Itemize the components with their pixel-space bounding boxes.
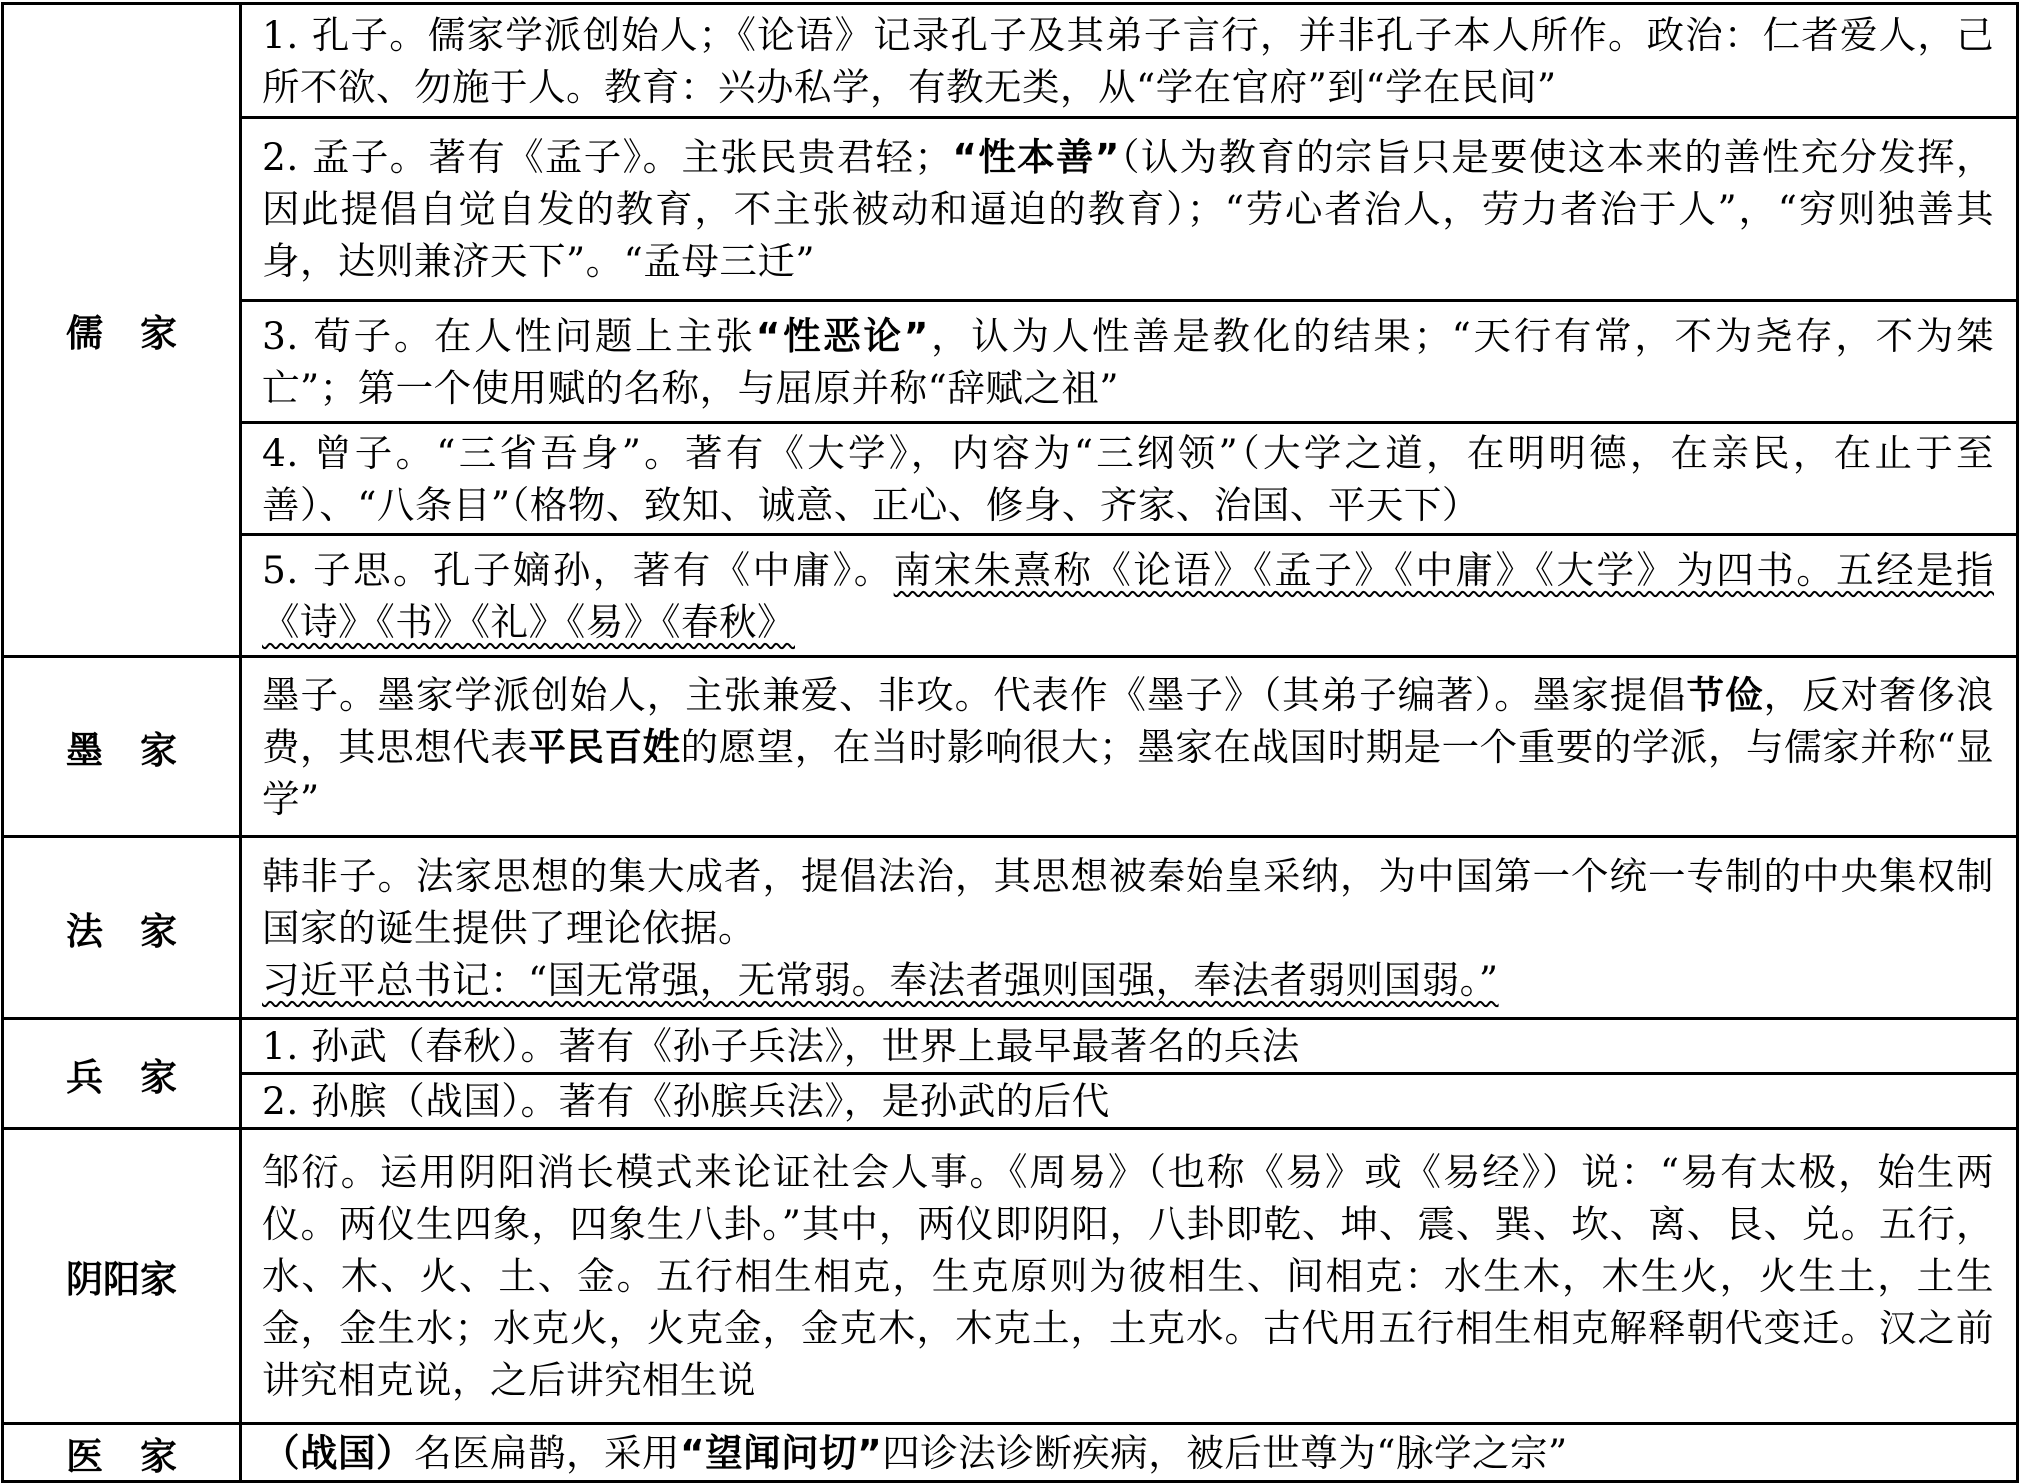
bingjia-item-2: 2. 孙膑（战国）。著有《孙膑兵法》，是孙武的后代: [241, 1074, 2018, 1129]
sishu-wujing-note: 南宋朱熹称《论语》《孟子》《中庸》《大学》为四书。五经是指《诗》《书》《礼》《易》《春秋》: [262, 547, 1995, 644]
mojia-content: 墨子。墨家学派创始人，主张兼爱、非攻。代表作《墨子》（其弟子编著）。墨家提倡节俭，反对奢侈浪费，其思想代表平民百姓的愿望，在当时影响很大；墨家在战国时期是一个重要的学派，与儒家并称“显学”: [241, 657, 2018, 837]
school-name-yinyang: 阴阳家: [3, 1129, 241, 1424]
table-row: [3, 1019, 2018, 1074]
yijia-content: （战国）名医扁鹊，采用“望闻问切”四诊法诊断疾病，被后世尊为“脉学之宗”: [241, 1424, 2018, 1482]
table-row: [3, 1129, 2018, 1424]
bingjia-item-1: 1. 孙武（春秋）。著有《孙子兵法》，世界上最早最著名的兵法: [241, 1019, 2018, 1074]
fajia-content: 韩非子。法家思想的集大成者，提倡法治，其思想被秦始皇采纳，为中国第一个统一专制的中央集权制国家的诞生提供了理论依据。 习近平总书记：“国无常强，无常弱。奉法者强则国强，奉法者弱则国弱。”: [241, 837, 2018, 1019]
table-row: [3, 837, 2018, 1019]
rujia-item-1: 1. 孔子。儒家学派创始人；《论语》记录孔子及其弟子言行，并非孔子本人所作。政治：仁者爱人，己所不欲、勿施于人。教育：兴办私学，有教无类，从“学在官府”到“学在民间”: [241, 4, 2018, 118]
rujia-item-3: 3. 荀子。在人性问题上主张“性恶论”，认为人性善是教化的结果；“天行有常，不为尧存，不为桀亡”；第一个使用赋的名称，与屈原并称“辞赋之祖”: [241, 301, 2018, 423]
school-name-yijia: 医 家: [3, 1424, 241, 1482]
table-row: [3, 4, 2018, 118]
table-row: [3, 1074, 2018, 1129]
school-name-rujia: 儒 家: [3, 4, 241, 657]
school-name-mojia: 墨 家: [3, 657, 241, 837]
school-name-bingjia: 兵 家: [3, 1019, 241, 1129]
table-row: [3, 535, 2018, 657]
table-row: [3, 301, 2018, 423]
yinyang-content: 邹衍。运用阴阳消长模式来论证社会人事。《周易》（也称《易》或《易经》）说：“易有太极，始生两仪。两仪生四象，四象生八卦。”其中，两仪即阴阳，八卦即乾、坤、震、巽、坎、离、艮、兑。五行，水、木、火、土、金。五行相生相克，生克原则为彼相生、间相克：水生木，木生火，火生土，土生金，金生水；水克火，火克金，金克木，木克土，土克水。古代用五行相生相克解释朝代变迁。汉之前讲究相克说，之后讲究相生说: [241, 1129, 2018, 1424]
rujia-item-2: 2. 孟子。著有《孟子》。主张民贵君轻；“性本善”（认为教育的宗旨只是要使这本来的善性充分发挥，因此提倡自觉自发的教育，不主张被动和逼迫的教育）；“劳心者治人，劳力者治于人”，“穷则独善其身，达则兼济天下”。“孟母三迁”: [241, 118, 2018, 301]
rujia-item-5: 5. 子思。孔子嫡孙，著有《中庸》。南宋朱熹称《论语》《孟子》《中庸》《大学》为四书。五经是指《诗》《书》《礼》《易》《春秋》: [241, 535, 2018, 657]
school-name-fajia: 法 家: [3, 837, 241, 1019]
table-row: [3, 118, 2018, 301]
xi-jinping-quote: 习近平总书记：“国无常强，无常弱。奉法者强则国强，奉法者弱则国弱。”: [262, 957, 1499, 1002]
table-row: [3, 423, 2018, 535]
schools-table: [1, 2, 2019, 1483]
table-row: [3, 657, 2018, 837]
rujia-item-4: 4. 曾子。“三省吾身”。著有《大学》，内容为“三纲领”（大学之道，在明明德，在亲民，在止于至善）、“八条目”（格物、致知、诚意、正心、修身、齐家、治国、平天下）: [241, 423, 2018, 535]
table-row: [3, 1424, 2018, 1482]
